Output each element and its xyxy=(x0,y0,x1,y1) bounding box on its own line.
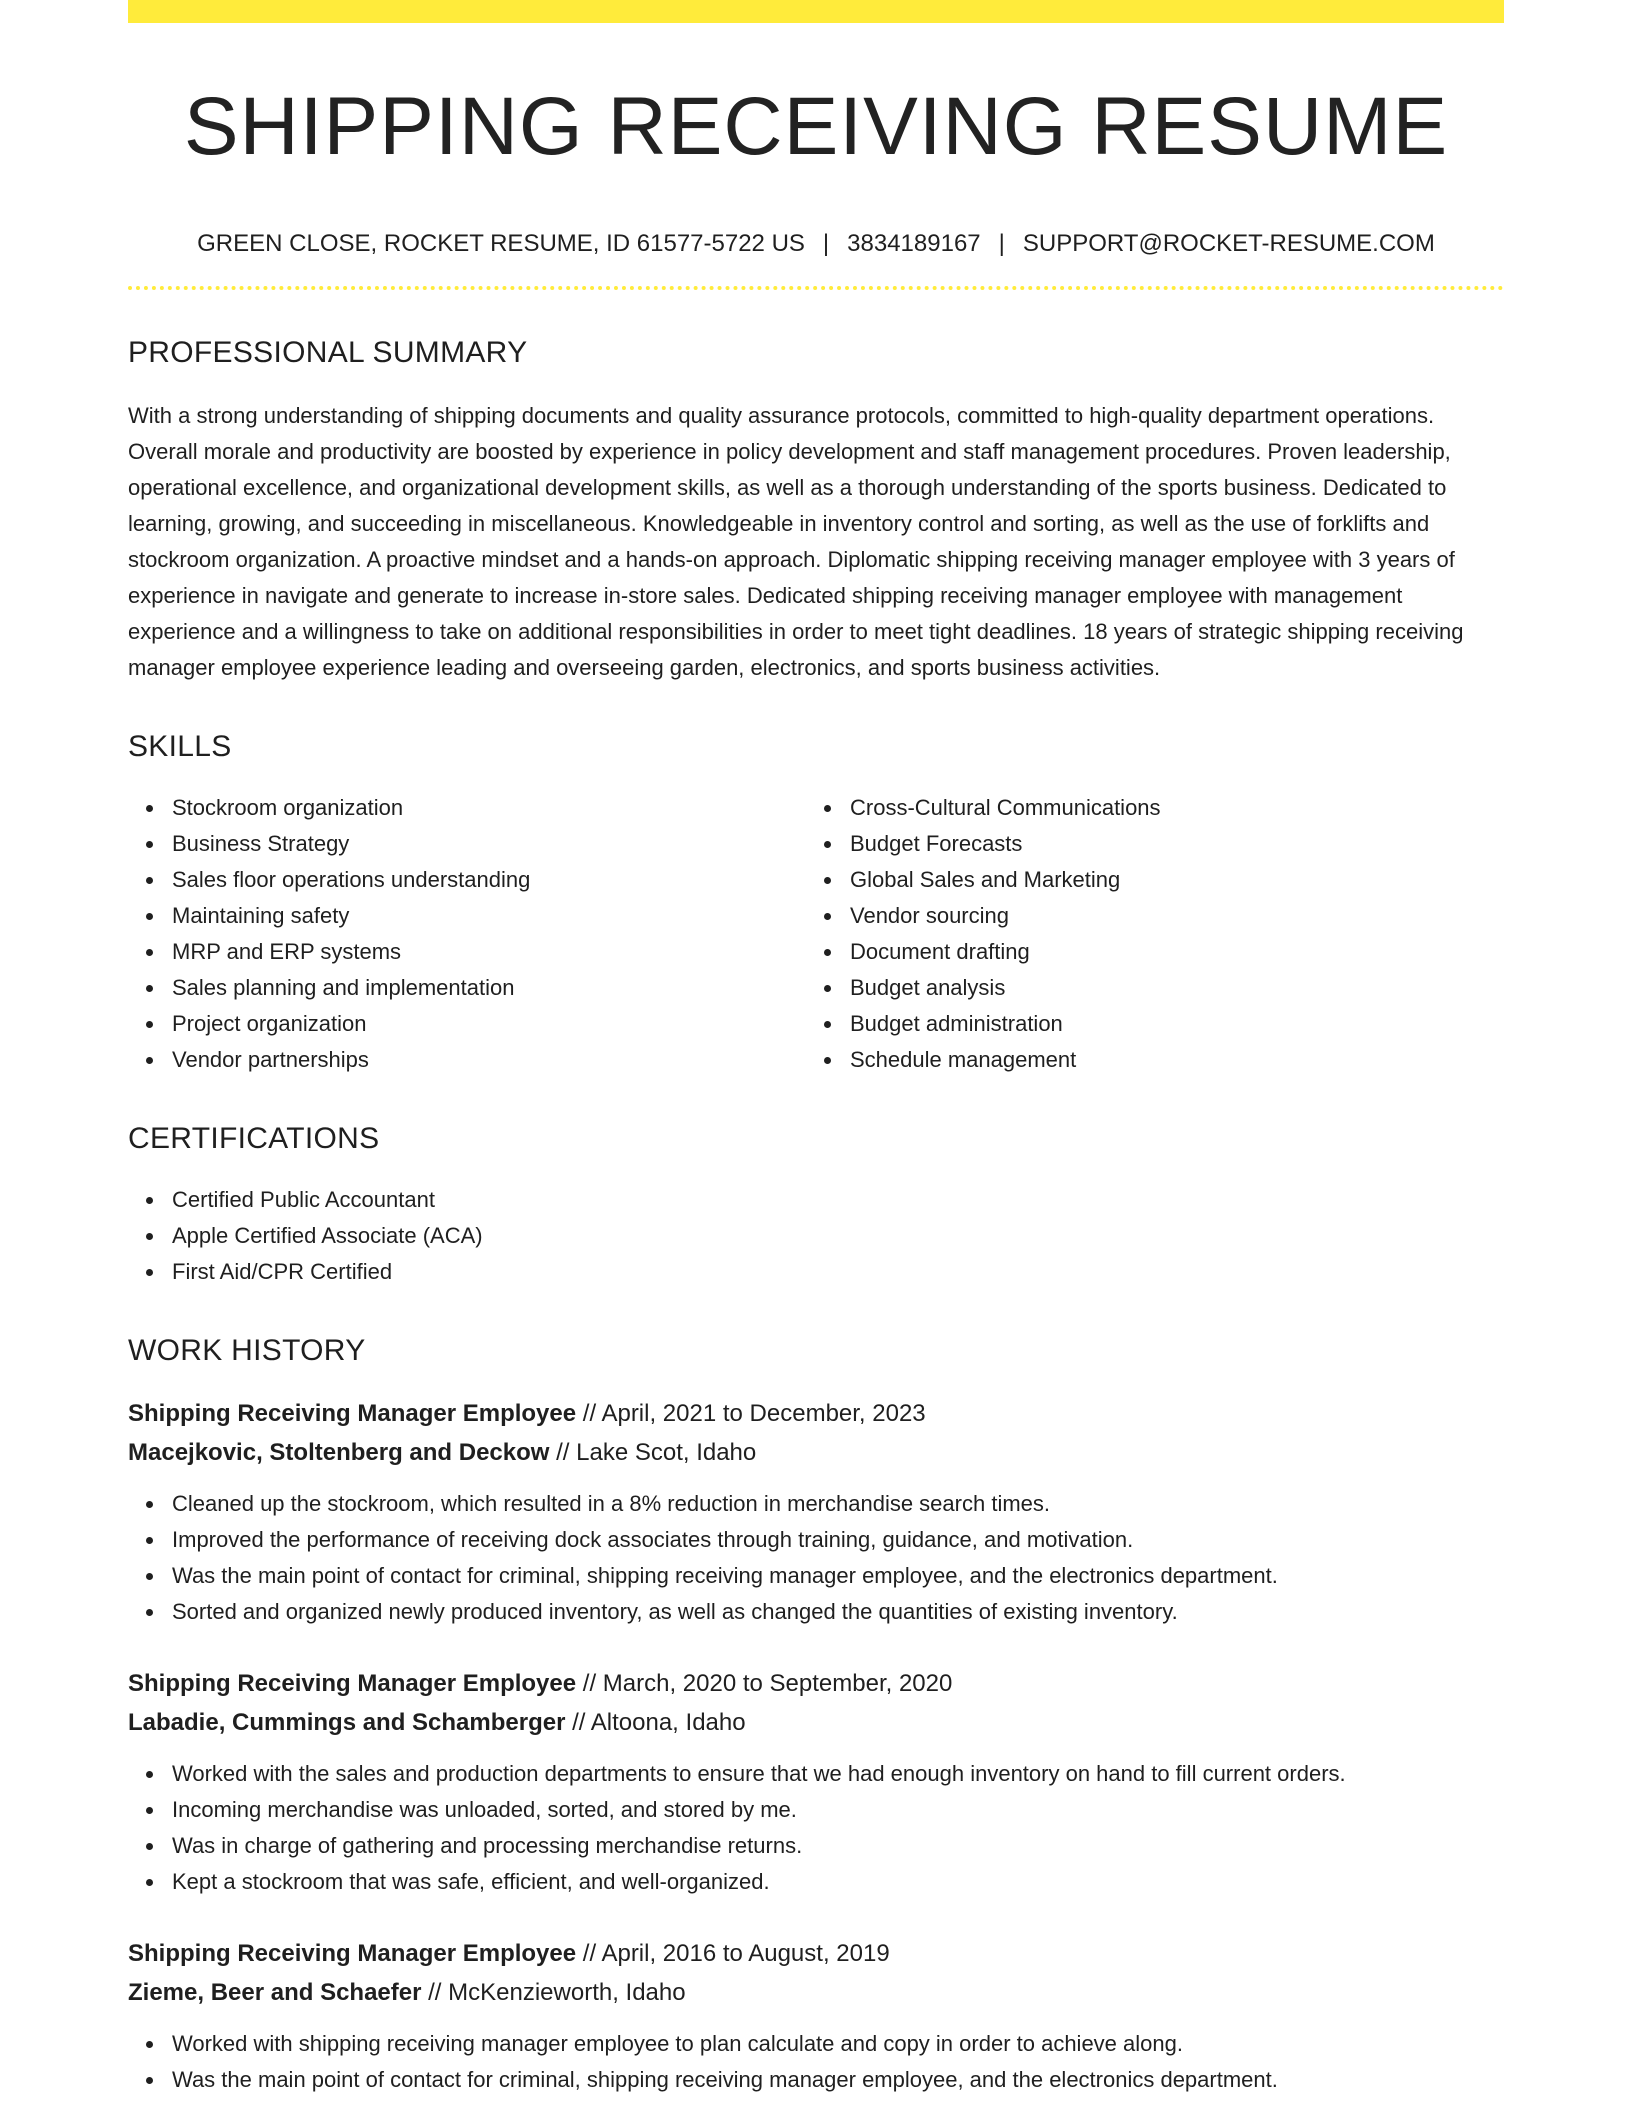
job-company-line xyxy=(128,1973,1504,2012)
resume-page xyxy=(128,0,1504,2098)
list-item: MRP and ERP systems xyxy=(128,934,806,970)
job-entry xyxy=(128,1394,1504,1630)
job-title-line xyxy=(128,1664,1504,1703)
certifications-heading: CERTIFICATIONS xyxy=(128,1122,380,1155)
contact-separator: | xyxy=(998,230,1005,257)
job-company: Labadie, Cummings and Schamberger xyxy=(128,1709,566,1736)
job-role: Shipping Receiving Manager Employee xyxy=(128,1940,577,1967)
contact-phone: 3834189167 xyxy=(847,230,981,257)
list-item: Vendor sourcing xyxy=(806,898,1484,934)
job-entry xyxy=(128,1664,1504,1900)
list-item: Sales floor operations understanding xyxy=(128,862,806,898)
job-role: Shipping Receiving Manager Employee xyxy=(128,1400,577,1427)
list-item: Budget administration xyxy=(806,1006,1484,1042)
list-item: Maintaining safety xyxy=(128,898,806,934)
list-item: Vendor partnerships xyxy=(128,1042,806,1078)
job-company-line xyxy=(128,1433,1504,1472)
job-role: Shipping Receiving Manager Employee xyxy=(128,1670,577,1697)
job-dates: // April, 2016 to August, 2019 xyxy=(576,1940,890,1967)
list-item: Project organization xyxy=(128,1006,806,1042)
job-dates: // April, 2021 to December, 2023 xyxy=(576,1400,926,1427)
contact-separator: | xyxy=(822,230,830,257)
list-item: Was the main point of contact for criminal, shipping receiving manager employee, and the electronics department. xyxy=(128,2062,1504,2098)
job-title-line xyxy=(128,1934,1504,1973)
list-item: Kept a stockroom that was safe, efficient, and well-organized. xyxy=(128,1864,1504,1900)
list-item: Worked with the sales and production departments to ensure that we had enough inventory on hand to fill current orders. xyxy=(128,1756,1504,1792)
job-company: Macejkovic, Stoltenberg and Deckow xyxy=(128,1439,550,1466)
job-bullets xyxy=(128,1756,1504,1900)
skills-column-right xyxy=(806,790,1484,1078)
job-location: // Altoona, Idaho xyxy=(565,1709,746,1736)
list-item: Business Strategy xyxy=(128,826,806,862)
certifications-list xyxy=(128,1182,1504,1290)
list-item: Sorted and organized newly produced inventory, as well as changed the quantities of existing inventory. xyxy=(128,1594,1504,1630)
summary-heading: PROFESSIONAL SUMMARY xyxy=(128,336,528,369)
list-item: Apple Certified Associate (ACA) xyxy=(128,1218,1504,1254)
job-dates: // March, 2020 to September, 2020 xyxy=(576,1670,953,1697)
list-item: Was in charge of gathering and processing merchandise returns. xyxy=(128,1828,1504,1864)
list-item: Cross-Cultural Communications xyxy=(806,790,1484,826)
list-item: Schedule management xyxy=(806,1042,1484,1078)
list-item: Worked with shipping receiving manager employee to plan calculate and copy in order to achieve along. xyxy=(128,2026,1504,2062)
list-item: First Aid/CPR Certified xyxy=(128,1254,1504,1290)
job-entry xyxy=(128,1934,1504,2098)
job-bullets xyxy=(128,1486,1504,1630)
job-company-line xyxy=(128,1703,1504,1742)
job-company: Zieme, Beer and Schaefer xyxy=(128,1979,422,2006)
list-item: Stockroom organization xyxy=(128,790,806,826)
resume-title: SHIPPING RECEIVING RESUME xyxy=(183,81,1449,172)
list-item: Budget Forecasts xyxy=(806,826,1484,862)
list-item: Improved the performance of receiving dock associates through training, guidance, and motivation. xyxy=(128,1522,1504,1558)
list-item: Cleaned up the stockroom, which resulted in a 8% reduction in merchandise search times. xyxy=(128,1486,1504,1522)
list-item: Budget analysis xyxy=(806,970,1484,1006)
job-title-line xyxy=(128,1394,1504,1433)
list-item: Was the main point of contact for criminal, shipping receiving manager employee, and the electronics department. xyxy=(128,1558,1504,1594)
contact-address: GREEN CLOSE, ROCKET RESUME, ID 61577-5722 US xyxy=(197,230,805,257)
job-bullets xyxy=(128,2026,1504,2098)
top-accent-bar xyxy=(128,0,1504,23)
job-location: // McKenzieworth, Idaho xyxy=(421,1979,686,2006)
dotted-divider xyxy=(128,286,1504,290)
skills-list xyxy=(128,790,1504,1078)
skills-heading: SKILLS xyxy=(128,730,232,763)
work-history-heading: WORK HISTORY xyxy=(128,1334,366,1367)
contact-email: SUPPORT@ROCKET-RESUME.COM xyxy=(1022,230,1435,257)
list-item: Sales planning and implementation xyxy=(128,970,806,1006)
list-item: Global Sales and Marketing xyxy=(806,862,1484,898)
job-location: // Lake Scot, Idaho xyxy=(549,1439,757,1466)
list-item: Incoming merchandise was unloaded, sorted, and stored by me. xyxy=(128,1792,1504,1828)
list-item: Document drafting xyxy=(806,934,1484,970)
summary-text: With a strong understanding of shipping documents and quality assurance protocols, committed to high-quality department operations. Overall morale and productivity are boosted by experience in policy development and staff management procedures. Proven leadership, operational excellence, and organizational development skills, as well as a thorough understanding of the sports business. Dedicated to learning, growing, and succeeding in miscellaneous. Knowledgeable in inventory control and sorting, as well as the use of forklifts and stockroom organization. A proactive mindset and a hands-on approach. Diplomatic shipping receiving manager employee with 3 years of experience in navigate and generate to increase in-store sales. Dedicated shipping receiving manager employee with management experience and a willingness to take on additional responsibilities in order to meet tight deadlines. 18 years of strategic shipping receiving manager employee experience leading and overseeing garden, electronics, and sports business activities. xyxy=(128,403,1464,680)
contact-line xyxy=(128,232,1504,256)
skills-column-left xyxy=(128,790,806,1078)
list-item: Certified Public Accountant xyxy=(128,1182,1504,1218)
